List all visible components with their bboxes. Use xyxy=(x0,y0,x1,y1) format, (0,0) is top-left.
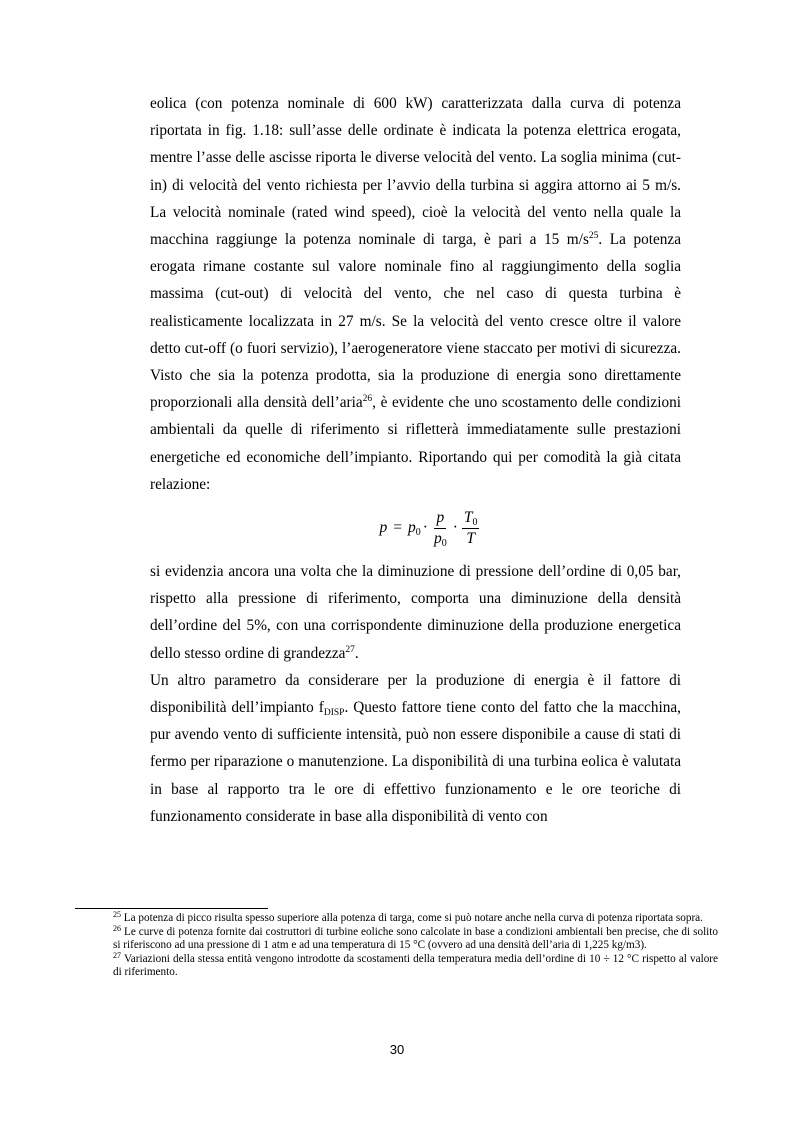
paragraph-2-text-a: si evidenzia ancora una volta che la diminuzione di pressione dell’ordine di 0,05 bar, rispetto alla pressione di riferimento, comporta una diminuzione della densità dell’ordine del 5%, con una corrispondente diminuzione della produzione energetica dello stesso ordine di grandezza xyxy=(150,563,681,662)
formula-fraction-pressure xyxy=(432,508,449,549)
paragraph-1-text-c: , è evidente che uno scostamento delle condizioni ambientali da quelle di riferimento si rifletterà immediatamente sulle prestazioni energetiche ed economiche dell’impianto. Riportando qui per comodità la già citata relazione: xyxy=(150,394,681,493)
formula-lhs: p xyxy=(379,519,388,537)
footnote-ref-27[interactable]: 27 xyxy=(345,644,355,655)
footnote-25 xyxy=(113,912,718,926)
footnote-25-number: 25 xyxy=(113,910,121,919)
footnote-27-text: Variazioni della stessa entità vengono introdotte da scostamenti della temperatura media dell’ordine di 10 ÷ 12 °C rispetto al valore di riferimento. xyxy=(113,952,718,978)
paragraph-3 xyxy=(150,667,681,830)
paragraph-2-text-b: . xyxy=(354,644,359,662)
paragraph-2 xyxy=(150,558,681,667)
formula-fraction-pressure-numerator: p xyxy=(434,508,446,529)
footnote-25-text: La potenza di picco risulta spesso superiore alla potenza di targa, come si può notare anche nella curva di potenza riportata sopra. xyxy=(121,912,703,924)
formula-fraction-pressure-denominator: $p_0$ xyxy=(433,529,447,549)
footnotes xyxy=(113,912,718,980)
footnote-27 xyxy=(113,950,718,980)
paragraph-1-text-a: eolica (con potenza nominale di 600 kW) caratterizzata dalla curva di potenza riportata in fig. 1.18: sull’asse delle ordinate è indicata la potenza elettrica erogata, mentre l’asse delle ascisse riporta le diverse velocità del vento. La soglia minima (cut-in) di velocità del vento richiesta per l’avvio della turbina si aggira attorno ai 5 m/s. La velocità nominale (rated wind speed), cioè la velocità del vento nella quale la macchina raggiunge la potenza nominale di targa, è pari a 15 m/s xyxy=(150,95,681,249)
footnote-ref-26[interactable]: 26 xyxy=(362,394,373,405)
footnote-ref-25[interactable]: 25 xyxy=(588,231,599,242)
formula-dot-1: · xyxy=(422,519,428,537)
formula-fraction-temperature-denominator: T xyxy=(466,529,475,547)
formula-fraction-temperature xyxy=(462,508,480,549)
formula-p0: $p_0$ xyxy=(408,519,421,539)
footnote-26-text: Le curve di potenza fornite dai costruttori di turbine eoliche sono calcolate in base a condizioni ambientali ben precise, che di solito si riferiscono ad una pressione di 1 atm e ad una temperatura di 15 °C (ovvero ad una densità dell’aria di 1,225 kg/m3). xyxy=(113,925,718,951)
body-text xyxy=(150,90,681,830)
paragraph-1 xyxy=(150,90,681,498)
footnote-separator xyxy=(75,908,268,909)
formula-dot-2: · xyxy=(452,519,458,537)
footnote-26-number: 26 xyxy=(113,923,121,933)
footnote-27-number: 27 xyxy=(113,950,121,960)
paragraph-3-text-b: . Questo fattore tiene conto del fatto che la macchina, pur avendo vento di sufficiente intensità, può non essere disponibile a cause di stati di fermo per riparazione o manutenzione. La disponibilità di una turbina eolica è valutata in base al rapporto tra le ore di effettivo funzionamento e le ore teoriche di funzionamento considerate in base alla disponibilità di vento con xyxy=(150,699,681,825)
page-number: 30 xyxy=(389,1042,405,1057)
footnote-26 xyxy=(113,923,718,953)
formula-equals: = xyxy=(393,519,403,537)
formula-fraction-temperature-numerator: $T_0$ xyxy=(463,508,478,528)
paragraph-3-text-a: Un altro parametro da considerare per la produzione di energia è il fattore di disponibilità dell’impianto f xyxy=(150,671,681,717)
density-formula xyxy=(150,498,681,558)
paragraph-1-text-b: . La potenza erogata rimane costante sul valore nominale fino al raggiungimento della soglia massima (cut-out) di velocità del vento, che nel caso di questa turbina è realisticamente localizzata in 27 m/s. Se la velocità del vento cresce oltre il valore detto cut-off (o fuori servizio), l’aerogeneratore viene staccato per motivi di sicurezza. Visto che sia la potenza prodotta, sia la produzione di energia sono direttamente proporzionali alla densità dell’aria xyxy=(150,231,682,412)
fdisp-subscript: DISP xyxy=(323,708,345,719)
